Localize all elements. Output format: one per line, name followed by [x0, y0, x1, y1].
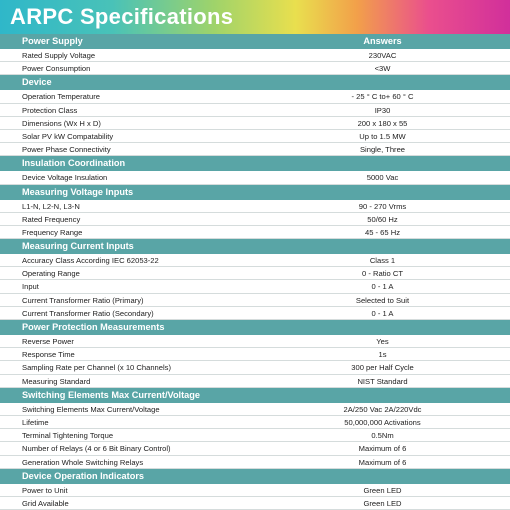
table-row [0, 416, 510, 429]
spec-label: Grid Available [22, 498, 69, 508]
table-row [0, 335, 510, 348]
table-row [0, 49, 510, 62]
table-row [0, 104, 510, 117]
spec-value: Selected to Suit [355, 295, 410, 305]
spec-value: 50/60 Hz [367, 214, 398, 224]
spec-label: Number of Relays (4 or 6 Bit Binary Control) [22, 444, 171, 454]
table-row [0, 456, 510, 469]
section-title: Power Supply [22, 36, 83, 46]
section-header [0, 75, 510, 90]
spec-value: 0 - 1 A [371, 282, 394, 292]
table-row [0, 403, 510, 416]
section-title: Power Protection Measurements [22, 322, 165, 332]
section-title: Device [22, 77, 52, 88]
section-title: Measuring Voltage Inputs [22, 186, 134, 197]
spec-value: 2A/250 Vac 2A/220Vdc [343, 404, 422, 414]
spec-label: L1-N, L2-N, L3-N [22, 201, 80, 211]
table-row [0, 213, 510, 226]
section-header [0, 239, 510, 254]
spec-value: 1s [378, 350, 387, 360]
spec-label: Current Transformer Ratio (Primary) [22, 295, 144, 305]
spec-label: Lifetime [22, 417, 49, 427]
table-row [0, 280, 510, 293]
table-row [0, 484, 510, 497]
table-row [0, 254, 510, 267]
table-row [0, 171, 510, 184]
table-row [0, 90, 510, 103]
spec-label: Generation Whole Switching Relays [22, 457, 144, 467]
table-row [0, 442, 510, 455]
table-row [0, 375, 510, 388]
spec-value: 5000 Vac [366, 173, 399, 183]
section-header [0, 320, 510, 335]
spec-label: Current Transformer Ratio (Secondary) [22, 308, 154, 318]
table-row [0, 117, 510, 130]
table-row [0, 361, 510, 374]
table-row [0, 130, 510, 143]
table-row [0, 497, 510, 510]
spec-value: Yes [376, 337, 389, 346]
spec-label: Solar PV kW Compatability [22, 131, 114, 141]
section-header [0, 388, 510, 403]
section-title: Device Operation Indicators [22, 470, 145, 481]
spec-value: 0 - 1 A [371, 308, 394, 318]
spec-value: 90 - 270 Vrms [358, 201, 407, 211]
spec-label: Measuring Standard [22, 376, 91, 386]
spec-value: Class 1 [369, 256, 396, 266]
spec-label: Frequency Range [22, 227, 83, 237]
spec-value: Maximum of 6 [358, 457, 407, 467]
spec-value: Green LED [363, 485, 402, 495]
spec-label: Accuracy Class According IEC 62053-22 [22, 256, 159, 266]
spec-label: Terminal Tightening Torque [22, 431, 114, 441]
table-row [0, 348, 510, 361]
section-title: Measuring Current Inputs [22, 241, 134, 252]
spec-value: IP30 [374, 105, 391, 115]
page-title: ARPC Specifications [10, 4, 234, 29]
table-row [0, 294, 510, 307]
table-row [0, 200, 510, 213]
spec-label: Power to Unit [22, 485, 68, 495]
spec-label: Input [22, 282, 39, 292]
spec-value: NIST Standard [357, 376, 408, 386]
spec-value: 200 x 180 x 55 [357, 118, 408, 128]
section-header [0, 469, 510, 484]
section-header [0, 34, 510, 49]
table-row [0, 429, 510, 442]
spec-label: Switching Elements Max Current/Voltage [22, 404, 160, 414]
spec-value: 45 - 65 Hz [364, 227, 401, 237]
section-title: Switching Elements Max Current/Voltage [22, 389, 200, 400]
spec-label: Operation Temperature [22, 92, 100, 102]
spec-label: Sampling Rate per Channel (x 10 Channels) [22, 363, 172, 373]
spec-value: - 25 ° C to+ 60 ° C [351, 92, 414, 102]
spec-value: Maximum of 6 [358, 444, 407, 454]
spec-value: Single, Three [359, 145, 406, 155]
spec-value: 0 - Ratio CT [362, 269, 403, 279]
spec-value: 230VAC [368, 51, 397, 60]
spec-label: Power Phase Connectivity [22, 145, 111, 155]
table-row [0, 307, 510, 320]
spec-value: 0.5Nm [371, 431, 394, 441]
table-row [0, 267, 510, 280]
spec-label: Power Consumption [22, 64, 91, 74]
spec-table [0, 34, 510, 510]
table-row [0, 143, 510, 156]
spec-value: 300 per Half Cycle [351, 363, 414, 373]
table-row [0, 62, 510, 75]
spec-label: Device Voltage Insulation [22, 173, 108, 183]
section-title: Insulation Coordination [22, 158, 126, 169]
section-header [0, 156, 510, 171]
spec-label: Operating Range [22, 269, 80, 279]
spec-label: Rated Supply Voltage [22, 51, 96, 60]
spec-label: Reverse Power [22, 337, 74, 346]
title-banner [0, 0, 510, 34]
spec-value: 50,000,000 Activations [344, 417, 421, 427]
spec-value: <3W [374, 64, 391, 74]
table-row [0, 226, 510, 239]
section-header [0, 185, 510, 200]
spec-label: Dimensions (Wx H x D) [22, 118, 101, 128]
spec-value: Green LED [363, 498, 402, 508]
section-value-heading: Answers [363, 36, 402, 46]
spec-label: Response Time [22, 350, 75, 360]
spec-label: Rated Frequency [22, 214, 81, 224]
spec-value: Up to 1.5 MW [359, 131, 406, 141]
spec-label: Protection Class [22, 105, 78, 115]
